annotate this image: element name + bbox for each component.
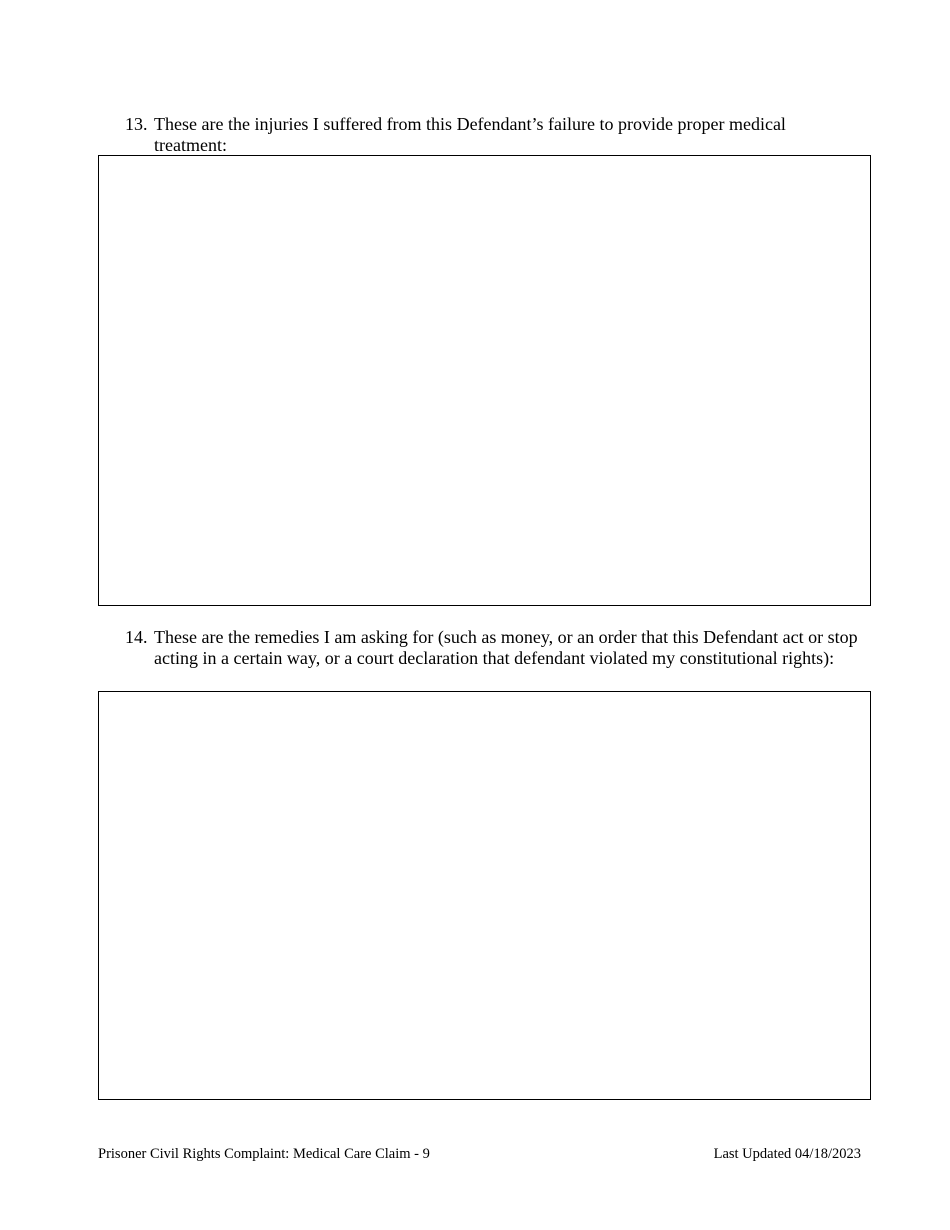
- question-13-number: 13.: [125, 114, 148, 134]
- question-13: [125, 114, 860, 156]
- question-14-number: 14.: [125, 627, 148, 647]
- footer-last-updated: Last Updated 04/18/2023: [713, 1146, 861, 1162]
- question-14-text: These are the remedies I am asking for (such as money, or an order that this Defendant act or stop acting in a certain way, or a court declaration that defendant violated my constitutional rights):: [154, 627, 858, 668]
- question-14: [125, 627, 860, 669]
- question-13-text: These are the injuries I suffered from this Defendant’s failure to provide proper medical treatment:: [154, 114, 786, 155]
- footer-form-title: Prisoner Civil Rights Complaint: Medical Care Claim - 9: [98, 1146, 430, 1162]
- remedies-answer-box[interactable]: [98, 691, 871, 1100]
- injuries-answer-box[interactable]: [98, 155, 871, 606]
